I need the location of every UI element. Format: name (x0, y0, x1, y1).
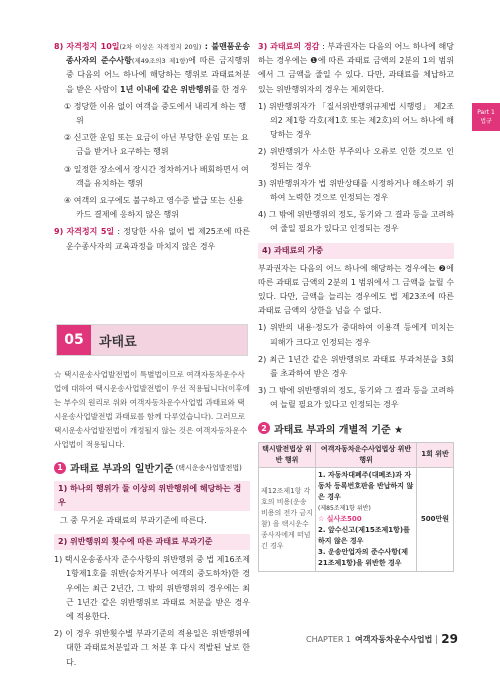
circle-item (64, 163, 250, 191)
heading-title: 과태료 부과의 일반기준 (70, 464, 174, 475)
circle-mark: ② (64, 133, 72, 143)
item-9-number: 9) (54, 227, 64, 237)
subheading-4-text: 부과권자는 다음의 어느 하나에 해당하는 경우에는 ❷에 따른 과태료 금액의 2분의 1 범위에서 그 금액을 늘릴 수 있다. 다만, 금액을 늘리는 경우에도 법 제23조에 따른 과태료 금액의 상한을 넘을 수 없다. (258, 263, 454, 316)
circle-mark: ④ (64, 196, 72, 206)
section-05-header (56, 324, 248, 356)
item-8-number: 8) (54, 42, 64, 51)
table-cell: 제12조제1항 각호의 비용(운송비용의 전가 금지 참) 을 택시운수종사자에게 떠넘긴 경우 (259, 467, 316, 571)
list-number: 4) (258, 210, 267, 220)
list-item (258, 100, 454, 143)
list-number: 1) (54, 555, 63, 565)
item-8-text3: 를 한 경우 (211, 84, 248, 94)
item-8-heading-note: (2차 이상은 자격정지 20일) (119, 43, 202, 51)
circle-text: 정당한 이유 없이 여객을 중도에서 내리게 하는 행위 (73, 101, 247, 126)
footer-title: 여객자동차운수사업법 (355, 634, 433, 644)
item-8 (54, 40, 250, 97)
table-cell (316, 467, 417, 571)
list-text: 위반의 내용·정도가 중대하여 이용객 등에게 미치는 피해가 크다고 인정되는 경우 (270, 323, 454, 347)
subheading-3: 3) 과태료의 경감 (258, 42, 320, 51)
cell-note: (제85조제1항 위반) (318, 504, 371, 512)
table-row (259, 467, 454, 571)
circle-mark: ③ (64, 164, 72, 174)
circle-text: 신고한 운임 또는 요금이 아닌 부당한 운임 또는 요금을 받거나 요구하는 행위 (73, 133, 249, 157)
list-text: 위반행위자가 「질서위반행위규제법 시행령」 제2조의2 제1항 각호(제1호 또는 제2호)의 어느 하나에 해당하는 경우 (269, 101, 454, 140)
list-item (258, 177, 454, 205)
page-number: 29 (441, 632, 458, 646)
right-column (258, 40, 454, 572)
list-number: 1) (258, 323, 267, 333)
subheading-2: 2) 위반행위의 횟수에 따른 과태료 부과기준 (54, 534, 250, 550)
list-item (258, 208, 454, 236)
page-footer (306, 632, 458, 646)
list-text: 택시운송종사자 준수사항의 위반행위 중 법 제16조제1항제1호를 위반(승차거부나 여객의 중도하차)한 경우에는 최근 2년간, 그 밖의 위반행위의 경우에는 최근 1년간 같은 위반행위로 과태료 처분을 받은 경우에 적용한다. (64, 555, 251, 622)
subheading-4: 4) 과태료의 가중 (258, 243, 454, 259)
list-number: 2) (54, 629, 63, 639)
list-text: 그 밖에 위반행위의 정도, 동기와 그 결과 등을 고려하여 줄일 필요가 있다고 인정되는 경우 (268, 210, 454, 234)
item-8-text1-note: (제49조의3 제1항) (131, 57, 189, 66)
circle-item (64, 131, 250, 159)
cell-line: 1. 자동차대폐주(대폐조)과 자동차 등록번호판을 반납하지 않은 경우 (318, 470, 414, 501)
list-item (258, 384, 454, 412)
list-text: 그 밖에 위반행위의 정도, 동기와 그 결과 등을 고려하여 늘릴 필요가 있다고 인정되는 경우 (268, 386, 454, 410)
table-header: 택시발전법상 위반 행위 (259, 442, 316, 467)
heading-title: 과태료 부과의 개별적 기준 ★ (274, 424, 404, 436)
fine-table (258, 442, 454, 572)
table-header-row (259, 442, 454, 467)
section-title: 과태료 (91, 325, 247, 355)
side-tab-line2: 법규 (480, 118, 492, 125)
list-item (258, 353, 454, 381)
item-9-text: : 정당한 사유 없이 법 제25조에 따른 운수종사자의 교육과정을 마치지 않은 경우 (66, 227, 250, 251)
heading-badge: 2 (258, 422, 270, 434)
circle-item (64, 100, 250, 128)
circle-item (64, 194, 250, 222)
handwritten-note: ☆ 택시운송사업발전법이 특별법이므로 여객자동차운수사업에 대하여 택시운송사업발전법이 우선 적용됩니다(이후에는 부수의 원리로 위와 여객자동차운수사업법 과태료와 택시운송사업발전법 과태료를 함께 다루었습니다). 그러므로 택시운송사업발전법이 개정될지 않는 것은 여객자동차운수사업법이 적용됩니다. (54, 370, 251, 449)
cell-line: 2. 앞수신고(제15조제1항)를 하지 않은 경우 (318, 525, 410, 545)
table-cell: 500만원 (417, 467, 454, 571)
table-header: 여객자동차운수사업법상 위반행위 (316, 442, 417, 467)
cell-line: 3. 운송안업자의 준수사항(제21조제1항)을 위반한 경우 (318, 547, 408, 567)
list-number: 2) (258, 147, 267, 157)
heading-general-criteria (54, 460, 250, 475)
section-number: 05 (57, 325, 91, 355)
side-tab-line1: Part 1 (477, 109, 495, 116)
circle-mark: ① (64, 101, 72, 111)
circle-text: 여객의 요구에도 불구하고 영수증 발급 또는 신용카드 결제에 응하지 않은 행위 (73, 196, 244, 220)
list-number: 1) (258, 101, 267, 111)
table-header: 1회 위반 (417, 442, 454, 467)
list-item (54, 627, 250, 670)
left-column (54, 40, 250, 257)
heading-badge: 1 (54, 462, 66, 474)
item-8-text1: : 불맨품운송종사자의 준수사항 (66, 42, 250, 66)
list-item (258, 145, 454, 173)
subheading-1: 1) 하나의 행위가 둘 이상의 위반행위에 해당하는 경우 (54, 481, 250, 511)
list-item (258, 321, 454, 349)
list-item (54, 553, 250, 624)
list-text: 이 경우 위반횟수별 부과기준의 적용일은 위반행위에 대한 과태료처분일과 그 처분 후 다시 적발된 날로 한다. (65, 629, 250, 667)
heading-paren: (택시운송사업발전법) (175, 463, 242, 472)
footer-divider (436, 635, 437, 644)
list-text: 위반행위자가 법 위반상태를 시정하거나 해소하기 위하여 노력한 것으로 인정되는 경우 (269, 178, 454, 203)
item-8-bold: 1년 이내에 같은 위반행위 (120, 84, 212, 94)
list-number: 2) (258, 354, 267, 364)
list-text: 위반행위가 사소한 부주의나 오류로 인한 것으로 인정되는 경우 (269, 147, 455, 171)
circle-text: 일정한 장소에서 장시간 정차하거나 배회하면서 여객을 유치하는 행위 (73, 164, 249, 188)
item-9 (54, 225, 250, 253)
cell-star: ☆ 실사조500 (318, 514, 362, 523)
list-text: 최근 1년간 같은 위반행위로 과태료 부과처분을 3회를 초과하여 받은 경우 (269, 354, 454, 379)
list-number: 3) (258, 178, 267, 188)
item-8-text2: 에 따른 금지행위 중 다음의 어느 하나에 해당하는 행위로 과태료처분을 받은 사람이 (66, 56, 250, 94)
item-9-heading: 자격정지 5일 (66, 227, 115, 237)
subheading-3-text: : 부과권자는 다음의 어느 하나에 해당하는 경우에는 ❶에 따른 과태료 금액의 2분의 1의 범위에서 그 금액을 줄일 수 있다. 다만, 과태료를 체납하고 있는 위반행위자의 경우는 제외한다. (258, 42, 454, 94)
footer-chapter: CHAPTER 1 (305, 634, 352, 644)
subheading-3-para (258, 40, 454, 97)
subheading-1-text: 그 중 무거운 과태료의 부과기준에 따른다. (60, 516, 207, 525)
heading-individual-criteria (258, 421, 454, 436)
left-column-lower (54, 452, 250, 673)
list-number: 3) (258, 386, 267, 396)
part-side-tab (472, 103, 500, 131)
item-8-heading: 자격정지 10일 (66, 42, 120, 51)
